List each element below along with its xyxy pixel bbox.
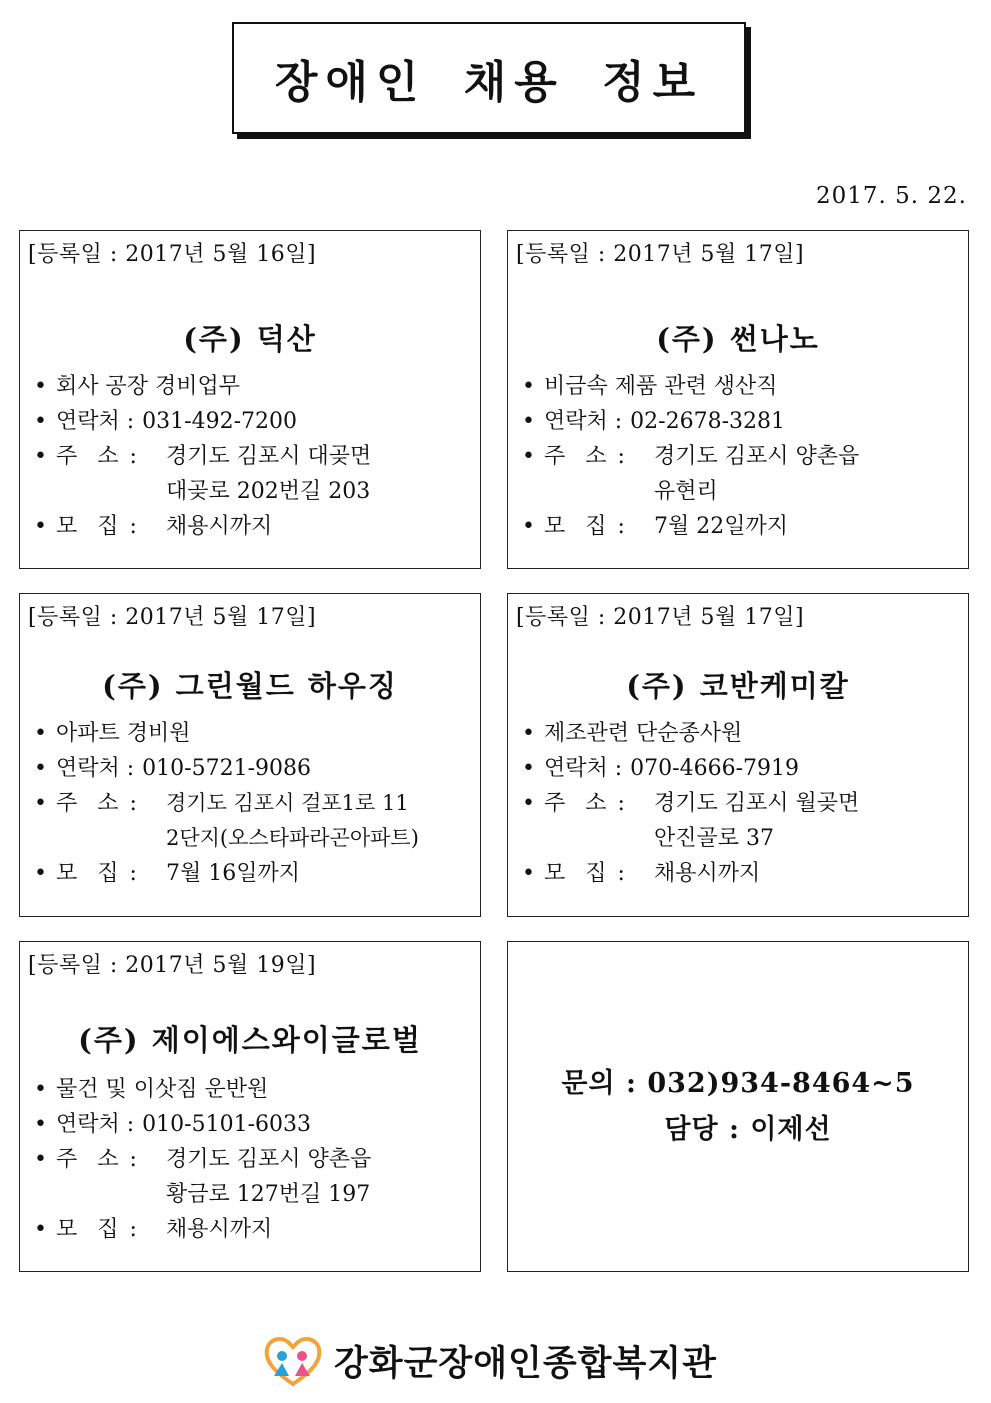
address-line-2: 황금로 127번길 197 bbox=[166, 1182, 371, 1207]
bullet: • bbox=[34, 514, 47, 539]
recruit-label: 모 집 : bbox=[56, 514, 139, 539]
phone-number: 010-5101-6033 bbox=[142, 1112, 312, 1137]
recruit-deadline: 채용시까지 bbox=[166, 514, 273, 539]
recruit-label: 모 집 : bbox=[544, 514, 627, 539]
company-name: (주) 썬나노 bbox=[656, 322, 820, 356]
address-line-2: 유현리 bbox=[654, 479, 718, 504]
address-line-2: 대곶로 202번길 203 bbox=[166, 479, 371, 504]
registration-date: [등록일 : 2017년 5월 19일] bbox=[28, 953, 317, 978]
bullet: • bbox=[34, 721, 47, 746]
contact-label: 연락처 : bbox=[56, 1112, 135, 1137]
manager-name: 담당 : 이제선 bbox=[664, 1113, 832, 1145]
job-duty: 아파트 경비원 bbox=[56, 721, 191, 746]
bullet: • bbox=[522, 444, 535, 469]
phone-number: 070-4666-7919 bbox=[630, 756, 800, 781]
job-card bbox=[507, 230, 969, 569]
job-card bbox=[19, 230, 481, 569]
phone-number: 010-5721-9086 bbox=[142, 756, 312, 781]
recruit-deadline: 7월 22일까지 bbox=[654, 514, 788, 539]
bullet: • bbox=[522, 791, 535, 816]
issue-date: 2017. 5. 22. bbox=[816, 183, 967, 209]
company-name: (주) 덕산 bbox=[183, 322, 317, 356]
footer-logo bbox=[262, 1330, 717, 1392]
bullet: • bbox=[522, 409, 535, 434]
registration-date: [등록일 : 2017년 5월 17일] bbox=[516, 605, 805, 630]
phone-number: 02-2678-3281 bbox=[630, 409, 786, 434]
contact-card bbox=[507, 941, 969, 1272]
address-line-2: 안진골로 37 bbox=[654, 826, 774, 851]
job-card bbox=[19, 941, 481, 1272]
address-line-2: 2단지(오스타파라곤아파트) bbox=[166, 826, 419, 850]
bullet: • bbox=[34, 1112, 47, 1137]
bullet: • bbox=[34, 1147, 47, 1172]
job-duty: 제조관련 단순종사원 bbox=[544, 721, 743, 746]
bullet: • bbox=[522, 861, 535, 886]
address-line-1: 경기도 김포시 월곶면 bbox=[654, 791, 860, 816]
contact-label: 연락처 : bbox=[544, 756, 623, 781]
bullet: • bbox=[34, 1077, 47, 1102]
registration-date: [등록일 : 2017년 5월 17일] bbox=[516, 242, 805, 267]
bullet: • bbox=[522, 514, 535, 539]
registration-date: [등록일 : 2017년 5월 16일] bbox=[28, 242, 317, 267]
job-duty: 회사 공장 경비업무 bbox=[56, 374, 241, 399]
contact-label: 연락처 : bbox=[56, 756, 135, 781]
recruit-deadline: 채용시까지 bbox=[654, 861, 761, 886]
job-details bbox=[34, 716, 419, 891]
recruit-deadline: 7월 16일까지 bbox=[166, 861, 300, 886]
bullet: • bbox=[34, 1217, 47, 1242]
bullet: • bbox=[34, 861, 47, 886]
recruit-label: 모 집 : bbox=[56, 861, 139, 886]
address-label: 주 소 : bbox=[56, 791, 139, 816]
address-line-1: 경기도 김포시 걸포1로 11 bbox=[166, 791, 409, 815]
bullet: • bbox=[522, 374, 535, 399]
bullet: • bbox=[522, 721, 535, 746]
recruit-label: 모 집 : bbox=[56, 1217, 139, 1242]
address-label: 주 소 : bbox=[544, 444, 627, 469]
address-label: 주 소 : bbox=[56, 444, 139, 469]
phone-number: 031-492-7200 bbox=[142, 409, 298, 434]
recruit-label: 모 집 : bbox=[544, 861, 627, 886]
job-details bbox=[522, 716, 859, 891]
registration-date: [등록일 : 2017년 5월 17일] bbox=[28, 605, 317, 630]
job-duty: 물건 및 이삿짐 운반원 bbox=[56, 1077, 269, 1102]
contact-label: 연락처 : bbox=[544, 409, 623, 434]
heart-people-logo-icon bbox=[262, 1332, 324, 1390]
company-name: (주) 그린월드 하우징 bbox=[102, 669, 398, 703]
bullet: • bbox=[34, 374, 47, 399]
bullet: • bbox=[34, 756, 47, 781]
address-line-1: 경기도 김포시 양촌읍 bbox=[654, 444, 860, 469]
page-title: 장애인 채용 정보 bbox=[274, 57, 704, 108]
inquiry-phone: 문의 : 032)934-8464~5 bbox=[561, 1067, 915, 1099]
address-line-1: 경기도 김포시 대곶면 bbox=[166, 444, 372, 469]
bullet: • bbox=[34, 444, 47, 469]
bullet: • bbox=[522, 756, 535, 781]
company-name: (주) 코반케미칼 bbox=[626, 669, 850, 703]
job-card bbox=[507, 593, 969, 917]
bullet: • bbox=[34, 409, 47, 434]
organization-name: 강화군장애인종합복지관 bbox=[334, 1344, 717, 1384]
address-label: 주 소 : bbox=[56, 1147, 139, 1172]
bullet: • bbox=[34, 791, 47, 816]
contact-label: 연락처 : bbox=[56, 409, 135, 434]
job-duty: 비금속 제품 관련 생산직 bbox=[544, 374, 778, 399]
company-name: (주) 제이에스와이글로벌 bbox=[78, 1023, 422, 1057]
job-card bbox=[19, 593, 481, 917]
job-details bbox=[34, 1072, 371, 1247]
address-label: 주 소 : bbox=[544, 791, 627, 816]
recruit-deadline: 채용시까지 bbox=[166, 1217, 273, 1242]
job-details bbox=[34, 369, 371, 544]
job-details bbox=[522, 369, 859, 544]
address-line-1: 경기도 김포시 양촌읍 bbox=[166, 1147, 372, 1172]
title-box bbox=[232, 22, 746, 134]
